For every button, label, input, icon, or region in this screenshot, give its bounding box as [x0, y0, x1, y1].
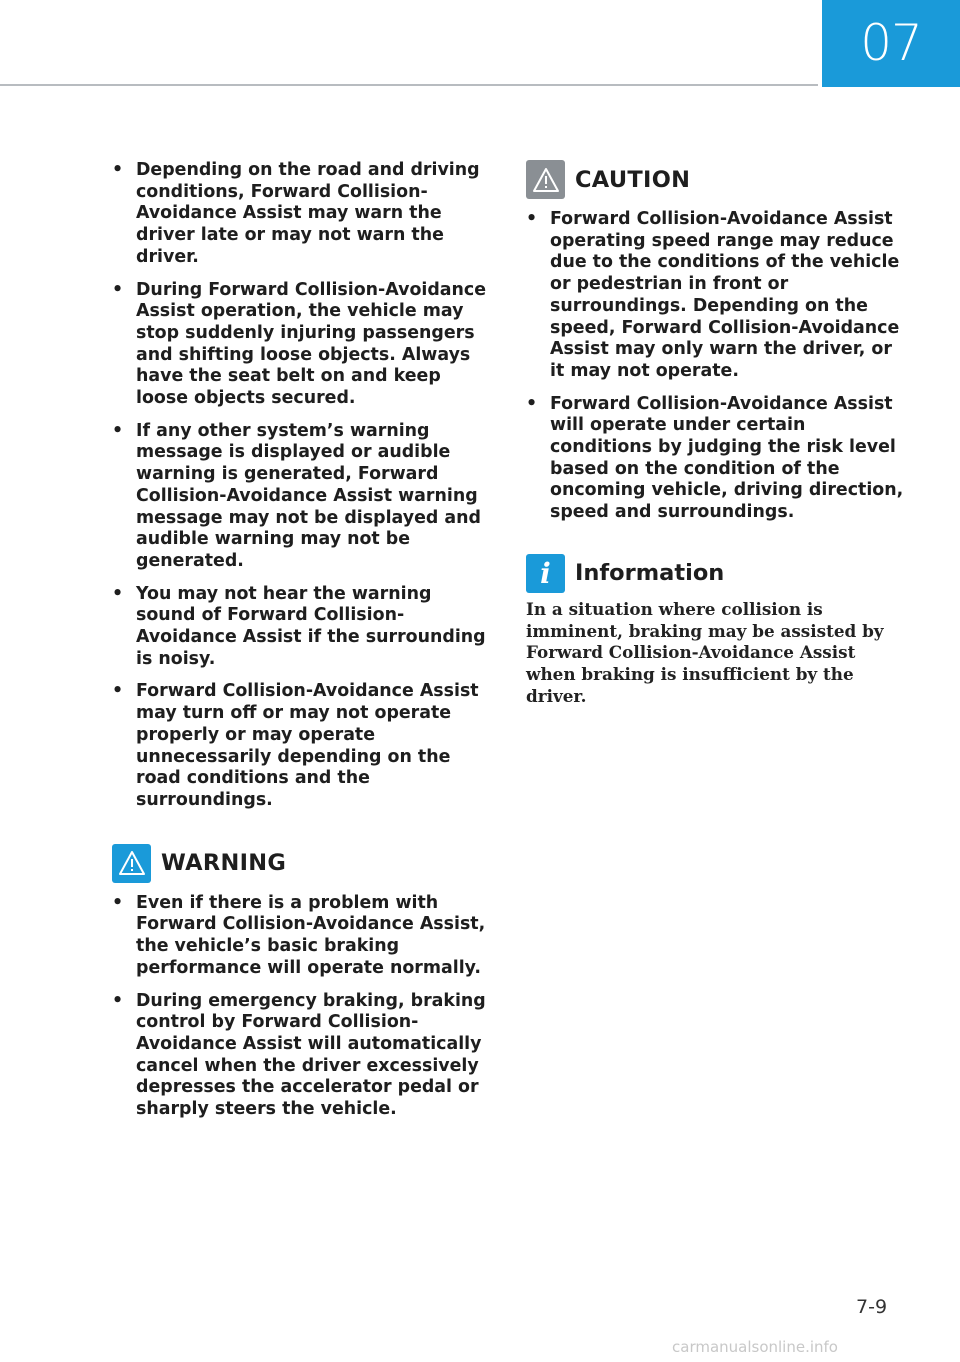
list-item: • You may not hear the warning sound of Forward Collision-Avoidance Assist if the surrounding is noisy. [112, 584, 492, 671]
list-item: • Depending on the road and driving conditions, Forward Collision-Avoidance Assist may warn the driver late or may not warn the driver. [112, 160, 492, 269]
info-icon: i [526, 554, 565, 593]
watermark: carmanualsonline.info [672, 1338, 838, 1356]
warning-title: WARNING [161, 850, 287, 877]
list-item: • During emergency braking, braking control by Forward Collision-Avoidance Assist will automatically cancel when the driver excessively depresses the accelerator pedal or sharply steers the vehicle. [112, 991, 492, 1121]
list-item: • If any other system’s warning message is displayed or audible warning is generated, Forward Collision-Avoidance Assist warning message may not be displayed and audible warning may not be generated. [112, 421, 492, 573]
page-number: 7-9 [856, 1296, 888, 1318]
warning-triangle-icon [112, 844, 151, 883]
chapter-tab: 07 [822, 0, 960, 87]
list-item: • Forward Collision-Avoidance Assist operating speed range may reduce due to the conditions of the vehicle or pedestrian in front or surroundings. Depending on the speed, Forward Collision-Avoidance Assist may only warn the driver, or it may not operate. [526, 209, 904, 383]
right-column [526, 160, 904, 707]
information-text: In a situation where collision is imminent, braking may be assisted by Forward Collision-Avoidance Assist when braking is insufficient by the driver. [526, 598, 884, 706]
list-item: • Forward Collision-Avoidance Assist may turn off or may not operate properly or may operate unnecessarily depending on the road conditions and the surroundings. [112, 681, 492, 811]
list-item: • Even if there is a problem with Forward Collision-Avoidance Assist, the vehicle’s basic braking performance will operate normally. [112, 893, 492, 980]
header-rule [0, 84, 818, 86]
list-item: • During Forward Collision-Avoidance Assist operation, the vehicle may stop suddenly injuring passengers and shifting loose objects. Always have the seat belt on and keep loose objects secured. [112, 280, 492, 410]
left-column [112, 160, 492, 1132]
caution-header [526, 160, 904, 199]
list-item: • Forward Collision-Avoidance Assist will operate under certain conditions by judging the risk level based on the condition of the oncoming vehicle, driving direction, speed and surroundings. [526, 394, 904, 524]
caution-title: CAUTION [575, 166, 691, 193]
warning-header [112, 844, 492, 883]
warning-bullet-list [112, 893, 492, 1121]
information-title: Information [575, 560, 725, 587]
information-header [526, 554, 904, 593]
caution-bullet-list [526, 209, 904, 524]
caution-triangle-icon [526, 160, 565, 199]
intro-bullet-list [112, 160, 492, 812]
